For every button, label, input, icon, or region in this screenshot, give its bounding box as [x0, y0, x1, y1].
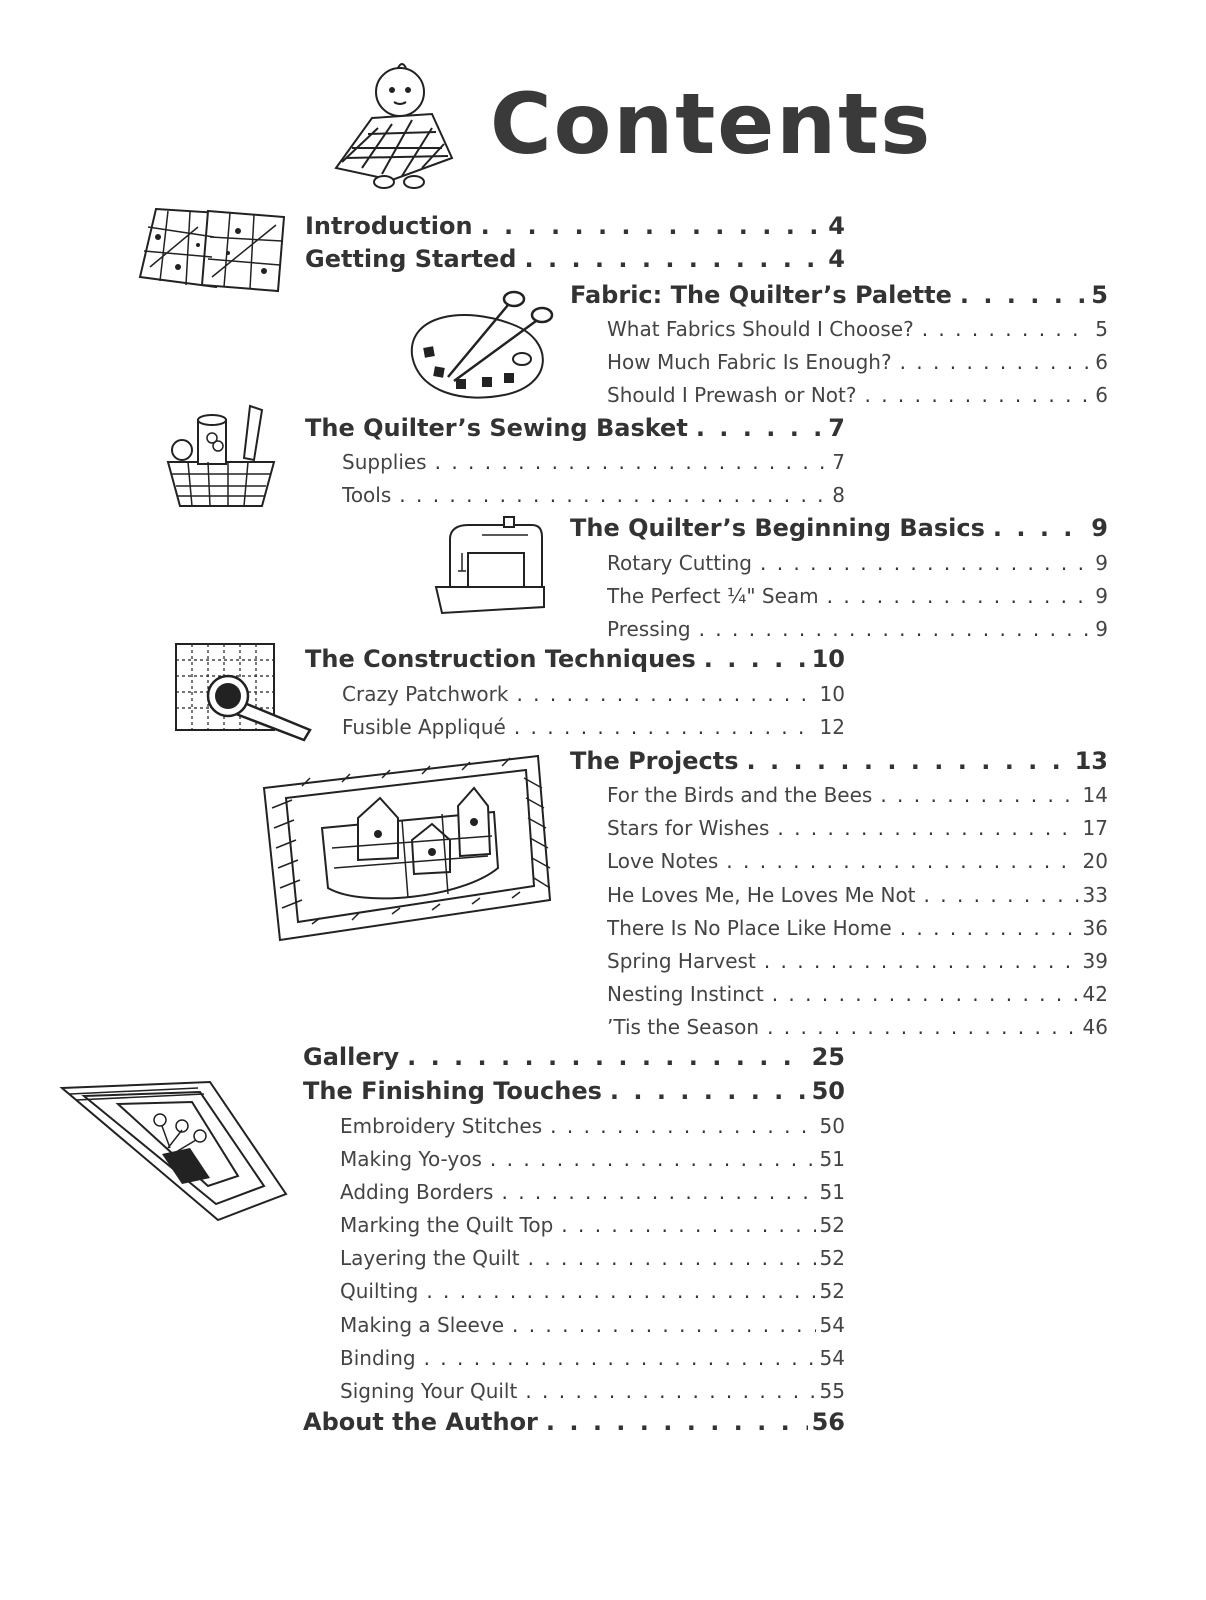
toc-label: Layering the Quilt — [340, 1246, 520, 1270]
toc-entry-introduction[interactable] — [305, 212, 845, 240]
toc-entry-embroidery-stitches[interactable] — [340, 1114, 845, 1138]
toc-entry-construction-techniques[interactable] — [305, 645, 845, 673]
patchwork-blocks-icon — [138, 207, 288, 293]
toc-page: 7 — [832, 450, 845, 474]
toc-label: Quilting — [340, 1279, 419, 1303]
toc-label: Making a Sleeve — [340, 1313, 504, 1337]
toc-page: 36 — [1082, 916, 1108, 940]
toc-label: Supplies — [342, 450, 427, 474]
toc-page: 42 — [1082, 982, 1108, 1006]
toc-entry-yo-yos[interactable] — [340, 1147, 845, 1171]
toc-entry-birds-bees[interactable] — [607, 783, 1108, 807]
toc-entry-beginning-basics[interactable] — [570, 514, 1108, 542]
toc-page: 7 — [828, 414, 845, 442]
toc-label: Stars for Wishes — [607, 816, 770, 840]
toc-entry-what-fabrics[interactable] — [607, 317, 1108, 341]
toc-label: Binding — [340, 1346, 416, 1370]
rotary-cutter-mat-icon — [172, 640, 318, 744]
toc-page: 33 — [1082, 883, 1108, 907]
toc-label: He Loves Me, He Loves Me Not — [607, 883, 916, 907]
toc-page: 52 — [819, 1279, 845, 1303]
toc-label: Gallery — [303, 1043, 400, 1071]
toc-page: 6 — [1095, 350, 1108, 374]
toc-page: 8 — [832, 483, 845, 507]
toc-label: Tools — [342, 483, 392, 507]
toc-label: Should I Prewash or Not? — [607, 383, 857, 407]
toc-page: 9 — [1095, 584, 1108, 608]
toc-entry-supplies[interactable] — [342, 450, 845, 474]
toc-label: Love Notes — [607, 849, 719, 873]
toc-label: Crazy Patchwork — [342, 682, 509, 706]
toc-entry-perfect-seam[interactable] — [607, 584, 1108, 608]
toc-page: 46 — [1082, 1015, 1108, 1039]
toc-page: 52 — [819, 1246, 845, 1270]
birdhouse-quilt-icon — [262, 748, 554, 944]
toc-entry-binding[interactable] — [340, 1346, 845, 1370]
toc-entry-projects[interactable] — [570, 747, 1108, 775]
toc-entry-nesting-instinct[interactable] — [607, 982, 1108, 1006]
toc-page: 55 — [819, 1379, 845, 1403]
toc-page: 9 — [1095, 617, 1108, 641]
toc-entry-spring-harvest[interactable] — [607, 949, 1108, 973]
toc-label: ’Tis the Season — [607, 1015, 760, 1039]
toc-page: 54 — [819, 1346, 845, 1370]
toc-entry-love-notes[interactable] — [607, 849, 1108, 873]
toc-label: How Much Fabric Is Enough? — [607, 350, 892, 374]
toc-entry-no-place-like-home[interactable] — [607, 916, 1108, 940]
toc-page: 14 — [1082, 783, 1108, 807]
toc-label: The Projects — [570, 747, 739, 775]
toc-label: Adding Borders — [340, 1180, 494, 1204]
toc-label: Spring Harvest — [607, 949, 756, 973]
toc-label: What Fabrics Should I Choose? — [607, 317, 914, 341]
toc-label: The Quilter’s Beginning Basics — [570, 514, 985, 542]
toc-page: 9 — [1095, 551, 1108, 575]
toc-page: 39 — [1082, 949, 1108, 973]
palette-and-scissors-icon — [404, 285, 560, 407]
toc-entry-fusible-applique[interactable] — [342, 715, 845, 739]
toc-page: 6 — [1095, 383, 1108, 407]
toc-entry-about-author[interactable] — [303, 1408, 845, 1436]
toc-page: 10 — [819, 682, 845, 706]
toc-entry-tis-the-season[interactable] — [607, 1015, 1108, 1039]
toc-entry-rotary-cutting[interactable] — [607, 551, 1108, 575]
toc-page: 50 — [819, 1114, 845, 1138]
toc-label: Rotary Cutting — [607, 551, 752, 575]
toc-label: For the Birds and the Bees — [607, 783, 873, 807]
baby-with-quilt-icon — [332, 58, 462, 190]
toc-label: About the Author — [303, 1408, 538, 1436]
toc-page: 20 — [1082, 849, 1108, 873]
flower-vase-quilt-icon — [58, 1078, 290, 1224]
toc-entry-adding-borders[interactable] — [340, 1180, 845, 1204]
sewing-basket-icon — [158, 400, 284, 512]
toc-label: Embroidery Stitches — [340, 1114, 543, 1138]
toc-label: The Construction Techniques — [305, 645, 696, 673]
toc-entry-quilting[interactable] — [340, 1279, 845, 1303]
toc-entry-he-loves-me[interactable] — [607, 883, 1108, 907]
toc-entry-how-much-fabric[interactable] — [607, 350, 1108, 374]
toc-label: Fusible Appliqué — [342, 715, 506, 739]
toc-label: Fabric: The Quilter’s Palette — [570, 281, 952, 309]
toc-entry-pressing[interactable] — [607, 617, 1108, 641]
page-title: Contents — [490, 75, 933, 173]
toc-page: 54 — [819, 1313, 845, 1337]
sewing-machine-icon — [432, 513, 550, 617]
toc-entry-tools[interactable] — [342, 483, 845, 507]
toc-entry-fabric[interactable] — [570, 281, 1108, 309]
toc-page: 4 — [828, 245, 845, 273]
toc-label: Marking the Quilt Top — [340, 1213, 554, 1237]
toc-page: 52 — [819, 1213, 845, 1237]
toc-entry-making-sleeve[interactable] — [340, 1313, 845, 1337]
toc-label: Getting Started — [305, 245, 517, 273]
toc-entry-getting-started[interactable] — [305, 245, 845, 273]
toc-page: 56 — [811, 1408, 845, 1436]
toc-label: Making Yo-yos — [340, 1147, 482, 1171]
toc-page: 5 — [1091, 281, 1108, 309]
toc-label: Signing Your Quilt — [340, 1379, 518, 1403]
toc-label: The Perfect ¼" Seam — [607, 584, 819, 608]
toc-page: 51 — [819, 1147, 845, 1171]
toc-entry-sewing-basket[interactable] — [305, 414, 845, 442]
toc-entry-stars-wishes[interactable] — [607, 816, 1108, 840]
toc-entry-marking-quilt-top[interactable] — [340, 1213, 845, 1237]
toc-label: There Is No Place Like Home — [607, 916, 892, 940]
toc-entry-crazy-patchwork[interactable] — [342, 682, 845, 706]
toc-label: The Quilter’s Sewing Basket — [305, 414, 688, 442]
toc-page: 25 — [811, 1043, 845, 1071]
toc-page: 13 — [1074, 747, 1108, 775]
toc-page: 50 — [811, 1077, 845, 1105]
toc-page: 10 — [811, 645, 845, 673]
toc-page: 9 — [1091, 514, 1108, 542]
toc-entry-signing-quilt[interactable] — [340, 1379, 845, 1403]
toc-entry-layering-quilt[interactable] — [340, 1246, 845, 1270]
toc-entry-gallery[interactable] — [303, 1043, 845, 1071]
toc-entry-finishing-touches[interactable] — [303, 1077, 845, 1105]
toc-label: Pressing — [607, 617, 691, 641]
toc-page: 51 — [819, 1180, 845, 1204]
toc-page: 5 — [1095, 317, 1108, 341]
toc-label: The Finishing Touches — [303, 1077, 602, 1105]
toc-page: 17 — [1082, 816, 1108, 840]
toc-page: 4 — [828, 212, 845, 240]
toc-label: Nesting Instinct — [607, 982, 764, 1006]
toc-page: 12 — [819, 715, 845, 739]
toc-label: Introduction — [305, 212, 473, 240]
toc-entry-prewash[interactable] — [607, 383, 1108, 407]
